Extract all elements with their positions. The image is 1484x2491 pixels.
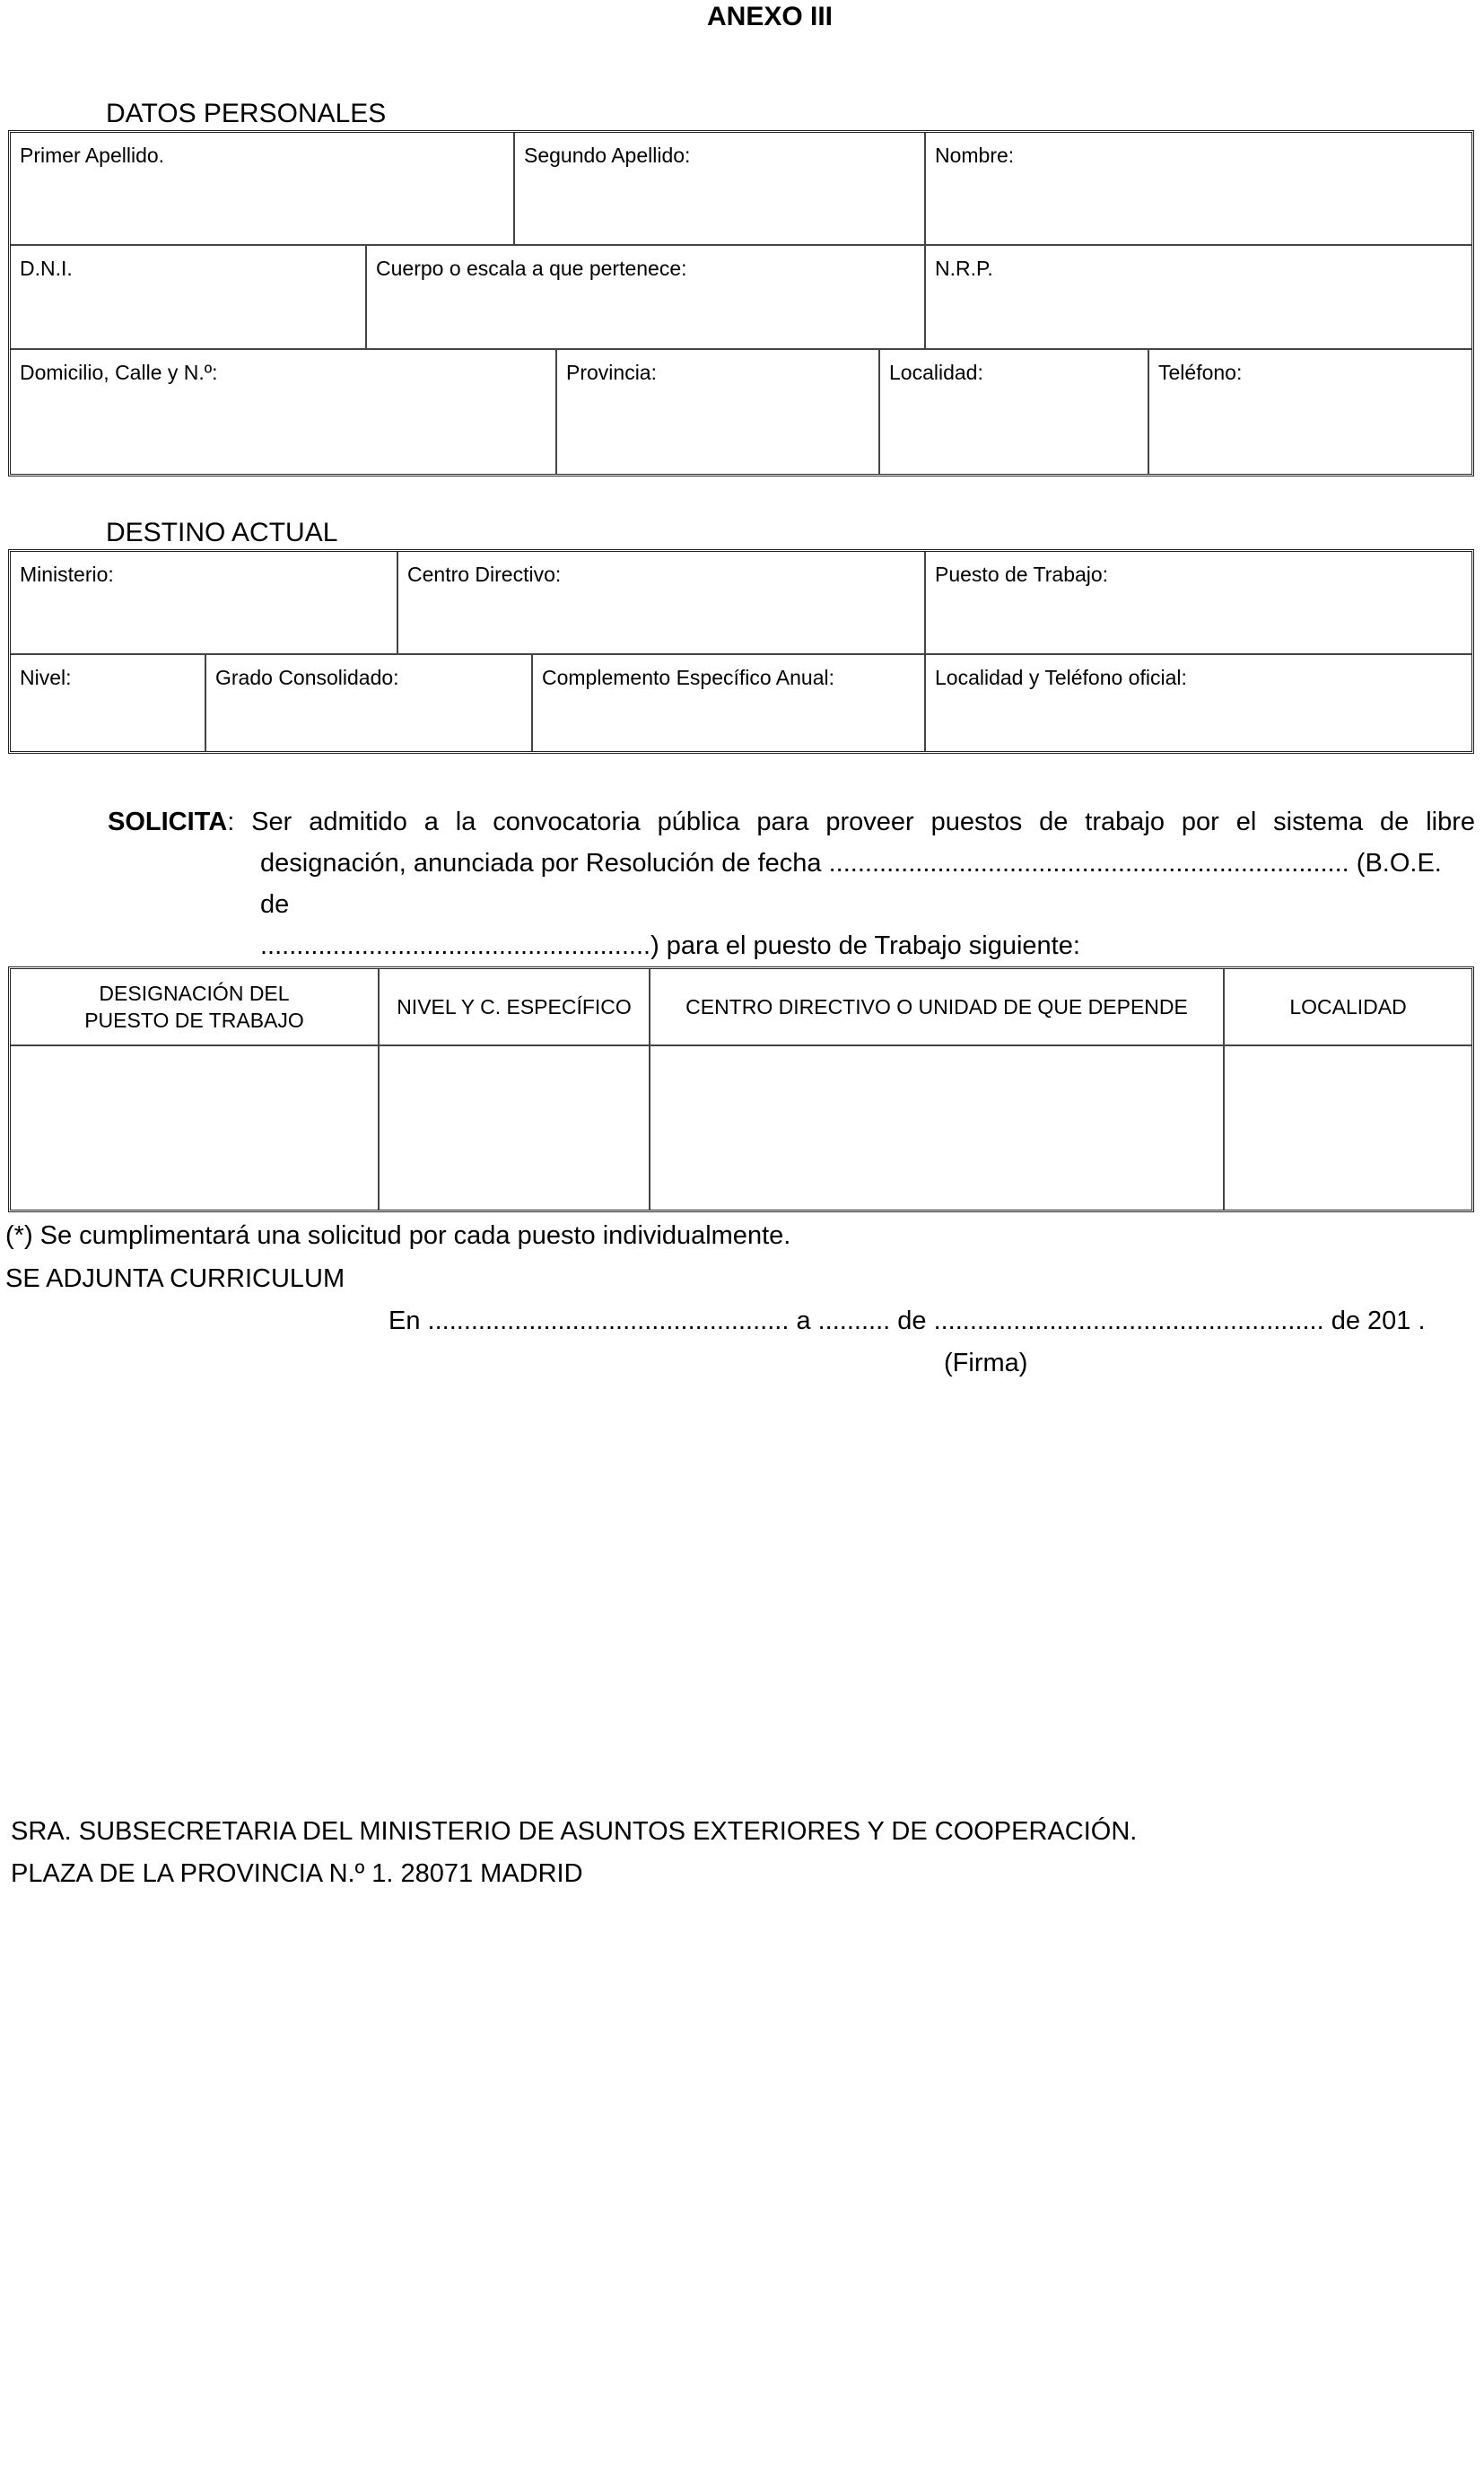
puesto-trabajo-field[interactable]: Puesto de Trabajo: <box>924 552 1471 653</box>
solicita-line-3: ......................................................) para el puesto de Trabajo siguiente: <box>260 931 1080 960</box>
solicita-label: SOLICITA <box>108 808 228 836</box>
primer-apellido-field[interactable]: Primer Apellido. <box>20 144 165 167</box>
complemento-especifico-field[interactable]: Complemento Específico Anual: <box>531 655 924 751</box>
localidad-telefono-oficial-field[interactable]: Localidad y Teléfono oficial: <box>924 655 1471 751</box>
telefono-field[interactable]: Teléfono: <box>1148 350 1471 474</box>
centro-directivo-field[interactable]: Centro Directivo: <box>397 552 924 653</box>
datos-personales-heading: DATOS PERSONALES <box>106 99 387 128</box>
grado-consolidado-field[interactable]: Grado Consolidado: <box>205 655 531 751</box>
solicita-text-1: : Ser admitido a la convocatoria pública para proveer puestos de trabajo por el sistema de libre <box>227 808 1475 836</box>
provincia-field[interactable]: Provincia: <box>555 350 878 474</box>
domicilio-field[interactable]: Domicilio, Calle y N.º: <box>20 361 218 384</box>
nombre-field[interactable]: Nombre: <box>924 133 1471 244</box>
nrp-field[interactable]: N.R.P. <box>924 246 1471 350</box>
adjunta-curriculum: SE ADJUNTA CURRICULUM <box>5 1264 345 1293</box>
col-header-localidad: LOCALIDAD <box>1223 969 1471 1044</box>
designacion-input-cell[interactable] <box>11 1044 378 1210</box>
nivel-field[interactable]: Nivel: <box>20 666 72 689</box>
nivel-input-cell[interactable] <box>378 1044 649 1210</box>
footnote: (*) Se cumplimentará una solicitud por cada puesto individualmente. <box>5 1221 791 1250</box>
firma-label: (Firma) <box>944 1349 1028 1377</box>
segundo-apellido-field[interactable]: Segundo Apellido: <box>513 133 924 244</box>
ministerio-field[interactable]: Ministerio: <box>20 563 114 586</box>
destino-actual-form <box>8 549 1474 754</box>
col-header-designacion: DESIGNACIÓN DEL PUESTO DE TRABAJO <box>84 982 304 1032</box>
destinatario-line-2: PLAZA DE LA PROVINCIA N.º 1. 28071 MADRID <box>11 1859 583 1888</box>
fecha-line: En .................................................. a .......... de ...................................................... de 201 . <box>388 1307 1426 1335</box>
cuerpo-escala-field[interactable]: Cuerpo o escala a que pertenece: <box>365 246 924 350</box>
destinatario-line-1: SRA. SUBSECRETARIA DEL MINISTERIO DE ASUNTOS EXTERIORES Y DE COOPERACIÓN. <box>11 1817 1138 1846</box>
solicita-line-2: designación, anunciada por Resolución de fecha ........................................................................ (B.O.E. de <box>260 849 1442 919</box>
dni-field[interactable]: D.N.I. <box>20 257 73 280</box>
datos-row-1 <box>11 133 1471 244</box>
col-header-centro-directivo: CENTRO DIRECTIVO O UNIDAD DE QUE DEPENDE <box>649 969 1223 1044</box>
puestos-table <box>8 966 1474 1212</box>
destino-row-1 <box>11 552 1471 653</box>
destino-actual-heading: DESTINO ACTUAL <box>106 518 338 547</box>
page-title: ANEXO III <box>706 2 834 31</box>
solicita-paragraph <box>108 801 1475 966</box>
solicita-line-1 <box>108 801 1475 843</box>
localidad-field[interactable]: Localidad: <box>878 350 1148 474</box>
col-header-nivel: NIVEL Y C. ESPECÍFICO <box>378 969 649 1044</box>
centro-directivo-input-cell[interactable] <box>649 1044 1223 1210</box>
datos-row-3 <box>11 348 1471 474</box>
datos-row-2 <box>11 244 1471 350</box>
destino-row-2 <box>11 653 1471 751</box>
localidad-input-cell[interactable] <box>1223 1044 1471 1210</box>
datos-personales-form <box>8 130 1474 476</box>
